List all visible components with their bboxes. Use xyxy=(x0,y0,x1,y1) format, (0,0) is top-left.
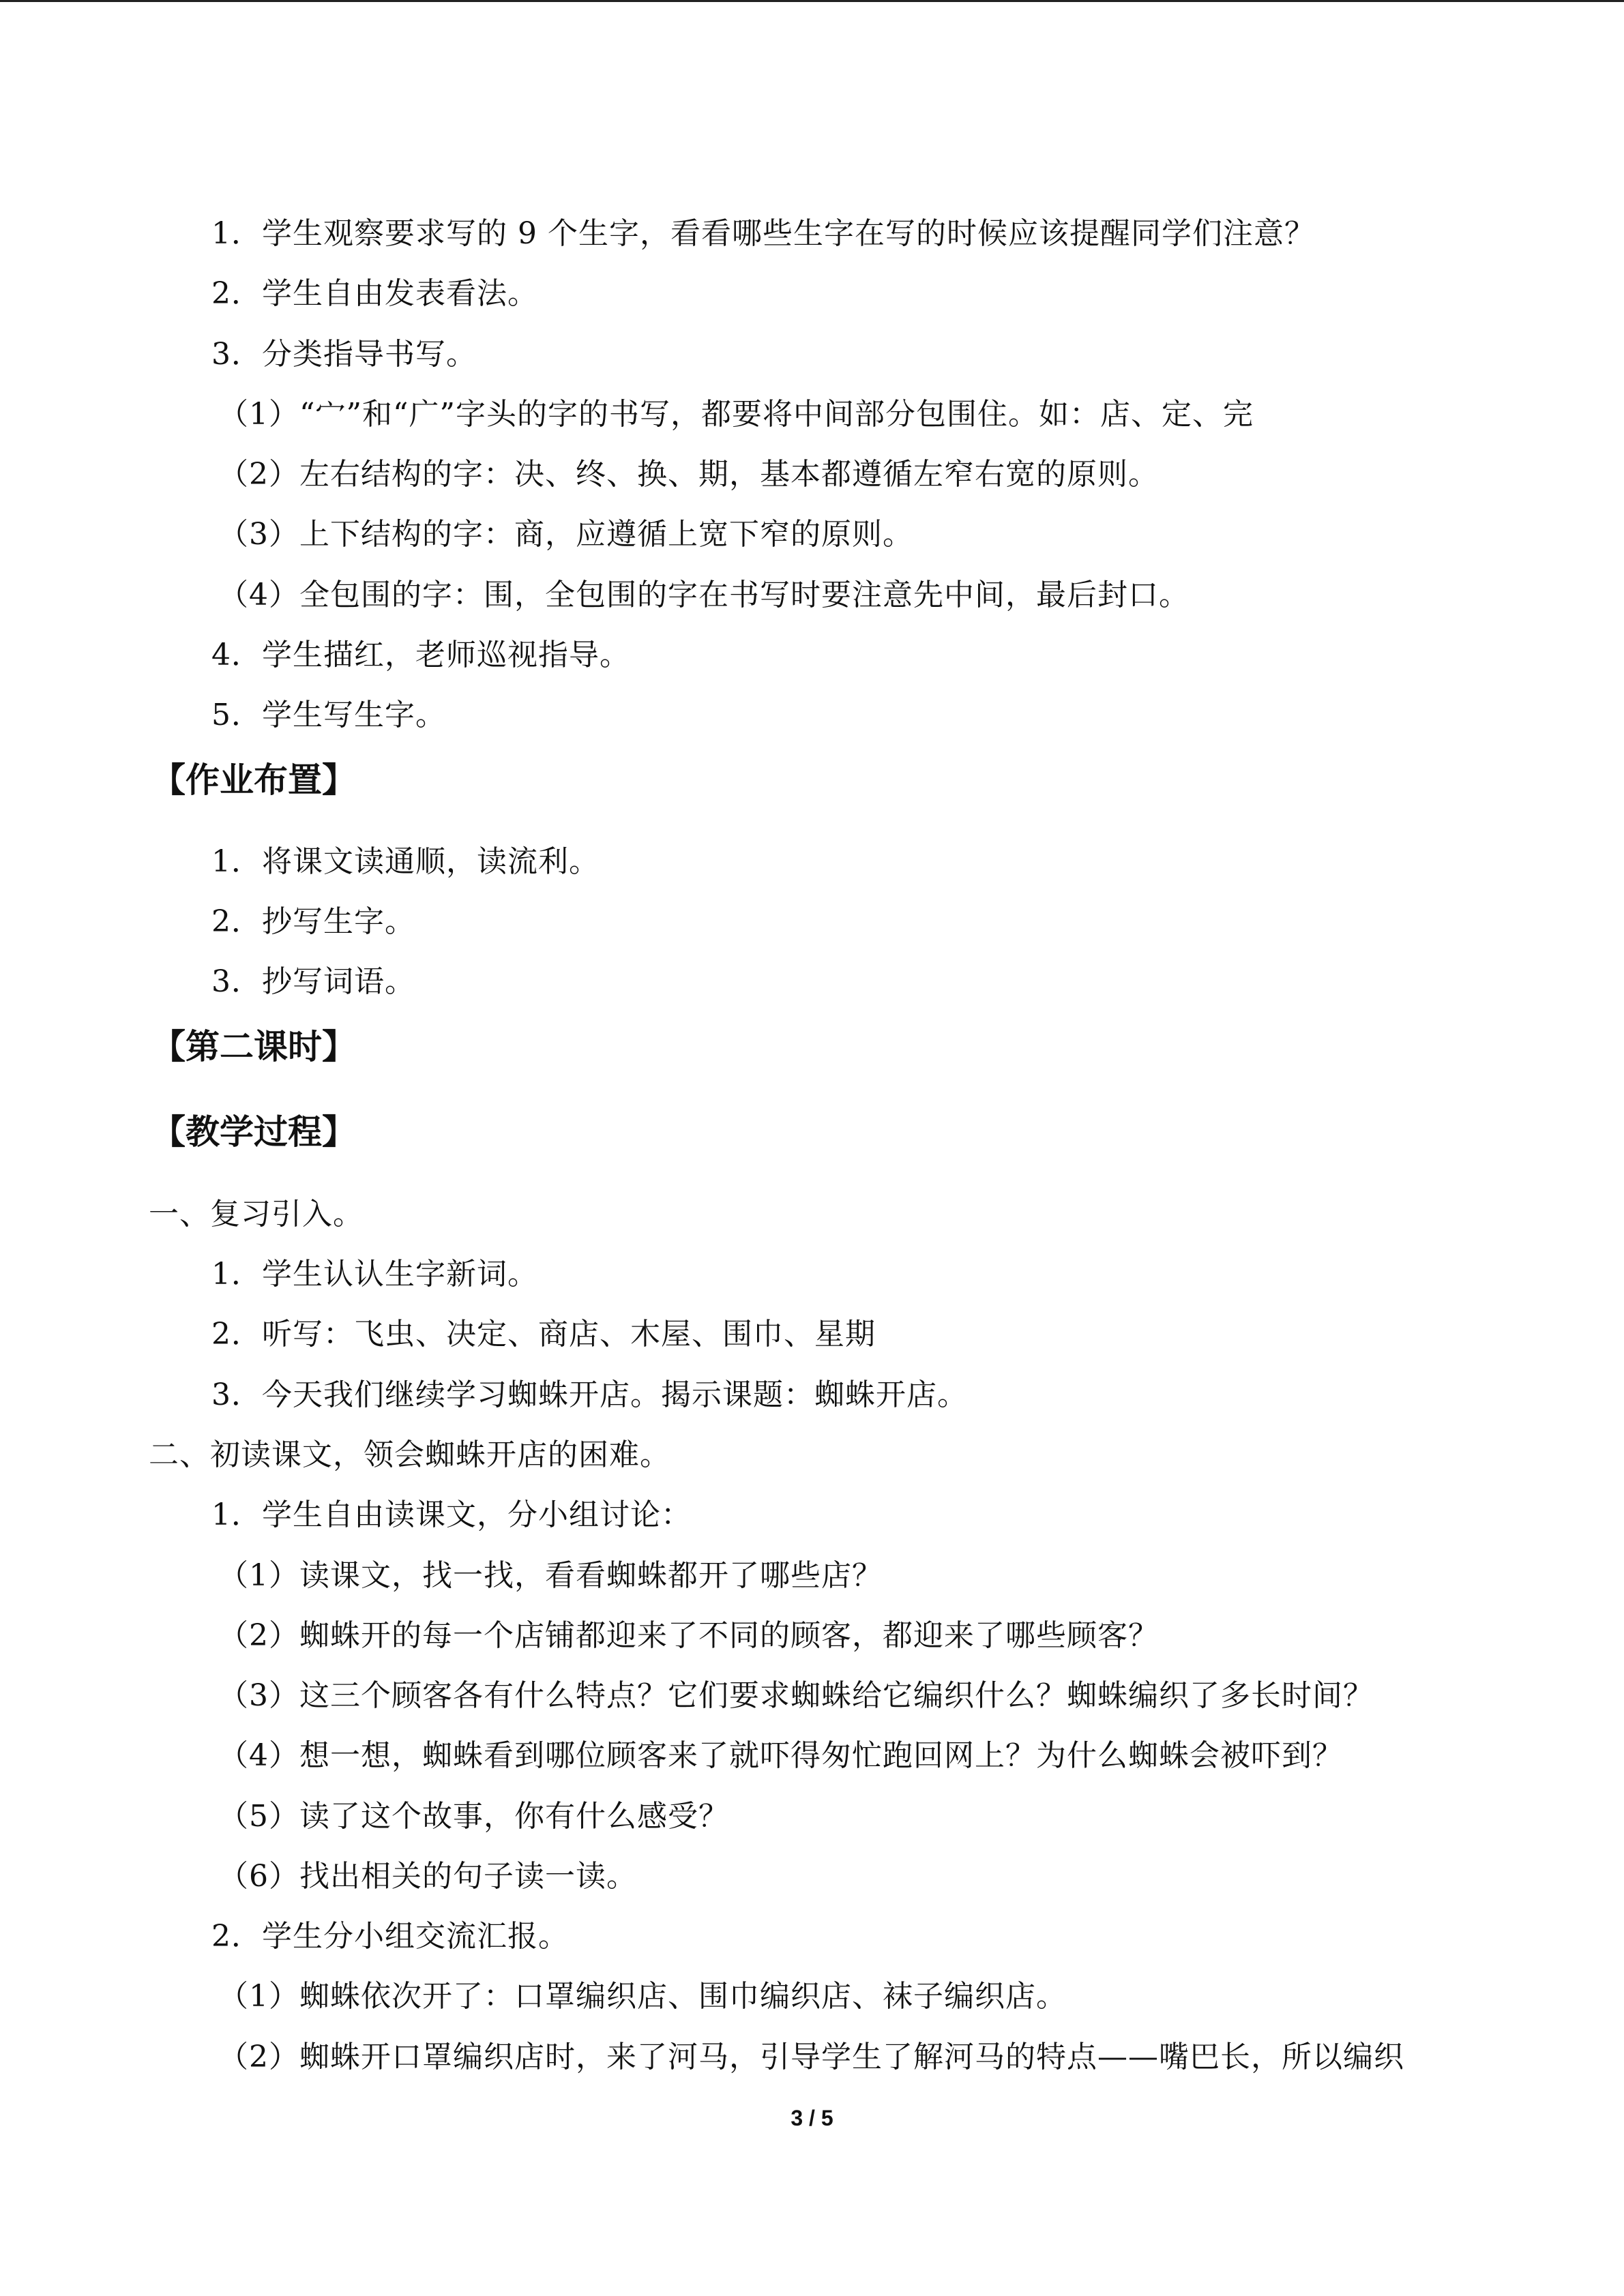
text-line: （4）想一想，蜘蛛看到哪位顾客来了就吓得匆忙跑回网上？为什么蜘蛛会被吓到？ xyxy=(218,1738,1343,1773)
text-line: （2）蜘蛛开的每一个店铺都迎来了不同的顾客，都迎来了哪些顾客？ xyxy=(218,1618,1159,1653)
text-line: 二、初读课文，领会蜘蛛开店的困难。 xyxy=(149,1437,670,1472)
text-line: （1）读课文，找一找，看看蜘蛛都开了哪些店？ xyxy=(218,1558,883,1593)
text-line: （2）蜘蛛开口罩编织店时，来了河马，引导学生了解河马的特点——嘴巴长，所以编织 xyxy=(218,2040,1404,2074)
text-line: 5．学生写生字。 xyxy=(211,698,446,732)
text-line: （4）全包围的字：围，全包围的字在书写时要注意先中间，最后封口。 xyxy=(218,578,1190,612)
text-line: （1）蜘蛛依次开了：口罩编织店、围巾编织店、袜子编织店。 xyxy=(218,1979,1067,2014)
text-line: （3）这三个顾客各有什么特点？它们要求蜘蛛给它编织什么？蜘蛛编织了多长时间？ xyxy=(218,1678,1374,1713)
text-line: 1．学生自由读课文，分小组讨论： xyxy=(211,1497,692,1532)
text-line: 1．将课文读通顺，读流利。 xyxy=(211,844,600,879)
text-line: （2）左右结构的字：决、终、换、期，基本都遵循左窄右宽的原则。 xyxy=(218,457,1159,492)
text-line: 一、复习引入。 xyxy=(149,1197,364,1232)
text-line: 1．学生认认生字新词。 xyxy=(211,1257,538,1292)
text-line: 3．今天我们继续学习蜘蛛开店。揭示课题：蜘蛛开店。 xyxy=(211,1377,968,1412)
text-line: （1）“宀”和“广”字头的字的书写，都要将中间部分包围住。如：店、定、完 xyxy=(218,397,1254,432)
text-line: 1．学生观察要求写的 9 个生字，看看哪些生字在写的时候应该提醒同学们注意？ xyxy=(211,216,1315,251)
text-line: 2．听写：飞虫、决定、商店、木屋、围巾、星期 xyxy=(211,1317,876,1352)
section-heading-teaching-process: 【教学过程】 xyxy=(151,1112,356,1152)
text-line: 3．抄写词语。 xyxy=(211,964,415,999)
section-heading-homework: 【作业布置】 xyxy=(151,760,356,800)
text-line: （6）找出相关的句子读一读。 xyxy=(218,1859,637,1894)
page-number: 3 / 5 xyxy=(791,2106,833,2130)
text-line: 2．学生自由发表看法。 xyxy=(211,276,538,311)
text-line: 3．分类指导书写。 xyxy=(211,337,477,372)
text-line: （3）上下结构的字：商，应遵循上宽下窄的原则。 xyxy=(218,517,913,552)
text-line: 2．抄写生字。 xyxy=(211,904,415,939)
text-line: 4．学生描红，老师巡视指导。 xyxy=(211,638,630,672)
text-line: （5）读了这个故事，你有什么感受？ xyxy=(218,1799,729,1834)
section-heading-second-lesson: 【第二课时】 xyxy=(151,1027,356,1067)
text-line: 2．学生分小组交流汇报。 xyxy=(211,1919,569,1954)
